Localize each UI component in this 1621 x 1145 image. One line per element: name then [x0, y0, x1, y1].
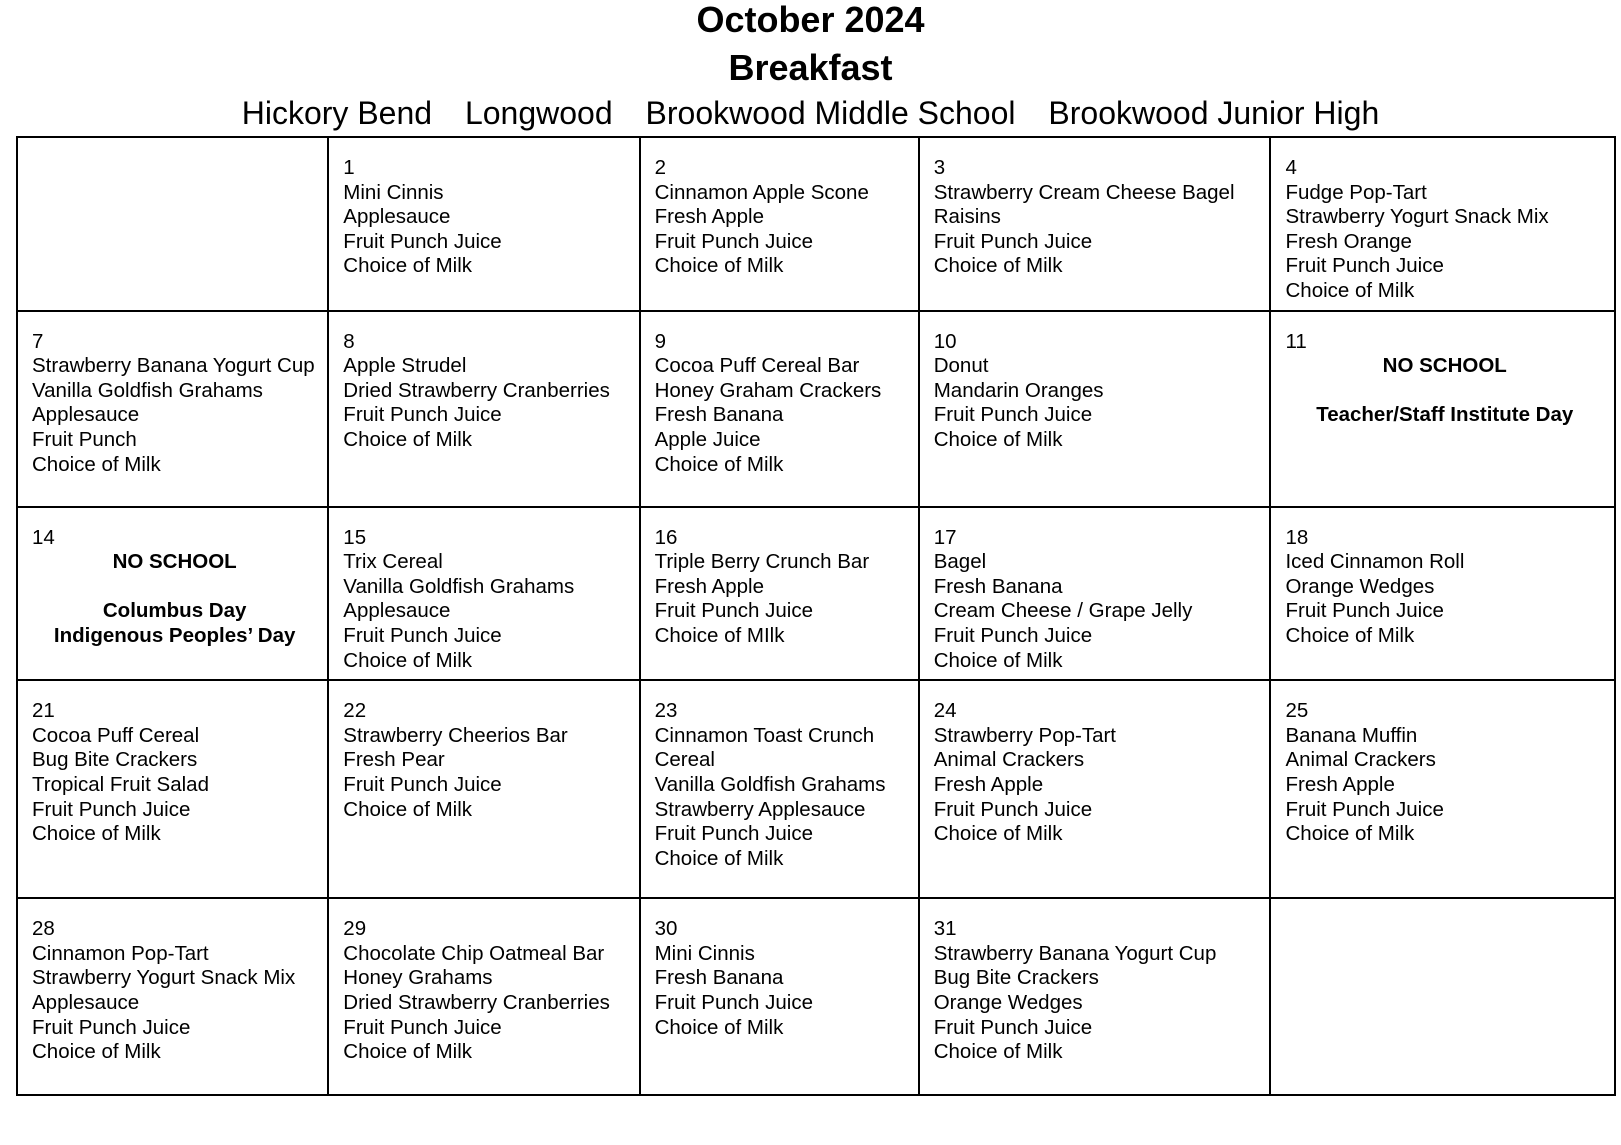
- notice-heading: NO SCHOOL: [112, 550, 237, 574]
- day-number: 4: [1285, 156, 1297, 179]
- notice-reason: Columbus Day: [102, 599, 247, 623]
- calendar-day-cell: [17, 507, 328, 681]
- menu-item: Fresh Pear: [343, 748, 445, 772]
- calendar-day-cell: [328, 507, 639, 681]
- menu-item: Fruit Punch Juice: [343, 1015, 502, 1039]
- menu-item: Strawberry Yogurt Snack Mix: [1285, 205, 1549, 229]
- calendar-empty-cell: [1270, 898, 1615, 1095]
- menu-item: Fresh Orange: [1285, 229, 1412, 253]
- menu-item: Fresh Banana: [933, 574, 1063, 598]
- menu-item: Fruit Punch Juice: [1285, 254, 1444, 278]
- menu-item: Donut: [933, 354, 989, 378]
- menu-item: Raisins: [933, 205, 1001, 229]
- day-number: 21: [32, 699, 55, 723]
- notice-reason: Indigenous Peoples’ Day: [53, 623, 296, 647]
- menu-item: Bug Bite Crackers: [933, 966, 1099, 990]
- day-number: 10: [933, 329, 957, 353]
- menu-item: Banana Muffin: [1285, 723, 1418, 747]
- menu-item: Cream Cheese / Grape Jelly: [933, 599, 1193, 623]
- day-number: 9: [654, 329, 666, 353]
- menu-item: Choice of Milk: [933, 822, 1063, 846]
- menu-item: Fruit Punch: [32, 427, 137, 451]
- calendar-day-cell: [919, 311, 1271, 507]
- menu-item: Honey Graham Crackers: [654, 378, 882, 402]
- menu-item: Dried Strawberry Cranberries: [343, 378, 610, 402]
- menu-item: Applesauce: [32, 403, 140, 427]
- menu-item: Choice of Milk: [343, 427, 473, 451]
- menu-item: Choice of Milk: [343, 648, 473, 672]
- day-number: 8: [343, 329, 355, 353]
- notice-reason: Teacher/Staff Institute Day: [1316, 403, 1574, 427]
- calendar-day-cell: [640, 680, 919, 898]
- menu-item: Fruit Punch Juice: [32, 1015, 191, 1039]
- menu-item: Choice of Milk: [32, 452, 161, 476]
- menu-item: Strawberry Banana Yogurt Cup: [32, 354, 315, 378]
- menu-item: Strawberry Banana Yogurt Cup: [933, 941, 1217, 965]
- day-number: 25: [1285, 699, 1309, 723]
- menu-item: Vanilla Goldfish Grahams: [343, 574, 575, 598]
- menu-item: Bug Bite Crackers: [32, 748, 198, 772]
- notice-spacer: [1285, 379, 1604, 404]
- school-list: [0, 91, 1621, 135]
- calendar-day-cell: [1270, 311, 1615, 507]
- day-number: 1: [343, 156, 355, 179]
- day-number: 7: [32, 329, 44, 353]
- menu-item: Choice of Milk: [654, 452, 784, 476]
- menu-item: Choice of Milk: [1285, 822, 1415, 846]
- day-number: 17: [933, 525, 957, 549]
- calendar-day-cell: [1270, 680, 1615, 898]
- menu-item: Mandarin Oranges: [933, 378, 1104, 402]
- school-name: Brookwood Middle School: [645, 95, 1016, 131]
- menu-item: Orange Wedges: [1285, 574, 1435, 598]
- menu-item: Choice of Milk: [933, 427, 1063, 451]
- calendar-day-cell: [17, 311, 328, 507]
- calendar-empty-cell: [17, 137, 328, 311]
- menu-item: Strawberry Cream Cheese Bagel: [933, 180, 1235, 204]
- menu-item: Fruit Punch Juice: [654, 990, 813, 1014]
- menu-item: Apple Juice: [654, 427, 761, 451]
- menu-item: Fruit Punch Juice: [1285, 797, 1444, 821]
- day-number: 2: [654, 156, 666, 179]
- day-number: 15: [343, 525, 367, 549]
- menu-item: Fruit Punch Juice: [343, 403, 502, 427]
- menu-item: Choice of Milk: [654, 1015, 784, 1039]
- calendar-week-row: [17, 507, 1615, 681]
- menu-item: Fresh Banana: [654, 403, 784, 427]
- menu-item: Fruit Punch Juice: [933, 229, 1093, 253]
- menu-item: Strawberry Cheerios Bar: [343, 723, 568, 747]
- day-number: 3: [933, 156, 946, 179]
- calendar-week-row: [17, 680, 1615, 898]
- menu-item: Choice of MIlk: [654, 623, 785, 647]
- menu-item: Applesauce: [32, 990, 140, 1014]
- calendar-day-cell: [919, 680, 1271, 898]
- day-number: 14: [32, 525, 55, 549]
- calendar-day-cell: [640, 898, 919, 1095]
- no-school-notice: [32, 550, 317, 648]
- menu-item: Vanilla Goldfish Grahams: [654, 772, 886, 796]
- menu-item: Choice of Milk: [654, 846, 784, 870]
- menu-item: Fruit Punch Juice: [343, 772, 502, 796]
- calendar-day-cell: [640, 507, 919, 681]
- page-subtitle: Breakfast: [728, 47, 893, 88]
- menu-item: Fruit Punch Juice: [343, 623, 502, 647]
- notice-heading: NO SCHOOL: [1382, 354, 1507, 378]
- menu-item: Fruit Punch Juice: [933, 623, 1093, 647]
- calendar-day-cell: [919, 137, 1271, 311]
- menu-item: Fresh Apple: [654, 205, 764, 229]
- menu-item: Cocoa Puff Cereal: [32, 723, 200, 747]
- menu-item: Applesauce: [343, 599, 451, 623]
- menu-item: Choice of Milk: [1285, 623, 1415, 647]
- menu-item: Choice of Milk: [933, 1040, 1063, 1064]
- menu-item: Fresh Apple: [933, 772, 1044, 796]
- calendar-day-cell: [328, 898, 639, 1095]
- menu-item: Choice of Milk: [32, 822, 161, 846]
- menu-item: Bagel: [933, 550, 987, 574]
- menu-item: Mini Cinnis: [343, 180, 444, 204]
- day-number: 30: [654, 917, 678, 941]
- menu-item: Choice of Milk: [933, 648, 1063, 672]
- menu-item: Choice of Milk: [654, 254, 784, 278]
- no-school-notice: [1285, 354, 1604, 428]
- menu-item: Fruit Punch Juice: [343, 229, 502, 253]
- menu-item: Choice of Milk: [343, 254, 473, 278]
- menu-item: Triple Berry Crunch Bar: [654, 550, 870, 574]
- menu-item: Tropical Fruit Salad: [32, 772, 209, 796]
- menu-calendar: [16, 136, 1616, 1096]
- menu-item: Orange Wedges: [933, 990, 1083, 1014]
- calendar-body: [17, 137, 1615, 1095]
- calendar-week-row: [17, 137, 1615, 311]
- menu-item: Apple Strudel: [343, 354, 467, 378]
- page-title: October 2024: [696, 0, 925, 40]
- menu-item: Applesauce: [343, 205, 451, 229]
- calendar-day-cell: [640, 311, 919, 507]
- menu-item: Fruit Punch Juice: [933, 1015, 1093, 1039]
- menu-item: Choice of Milk: [32, 1040, 161, 1064]
- school-name: Hickory Bend: [241, 95, 433, 131]
- menu-item: Fresh Apple: [654, 574, 764, 598]
- menu-item: Choice of Milk: [1285, 278, 1415, 302]
- menu-item: Fruit Punch Juice: [654, 229, 813, 253]
- menu-item: Cinnamon Toast Crunch Cereal: [654, 723, 875, 772]
- day-number: 11: [1285, 329, 1307, 353]
- calendar-day-cell: [1270, 137, 1615, 311]
- calendar-day-cell: [919, 507, 1271, 681]
- day-number: 28: [32, 917, 55, 941]
- menu-item: Chocolate Chip Oatmeal Bar: [343, 941, 605, 965]
- day-number: 23: [654, 699, 678, 723]
- day-number: 18: [1285, 525, 1309, 549]
- calendar-week-row: [17, 311, 1615, 507]
- calendar-day-cell: [328, 311, 639, 507]
- menu-item: Fruit Punch Juice: [933, 403, 1093, 427]
- day-number: 29: [343, 917, 367, 941]
- menu-item: Cinnamon Pop-Tart: [32, 941, 209, 965]
- day-number: 24: [933, 699, 957, 723]
- calendar-week-row: [17, 898, 1615, 1095]
- menu-item: Fruit Punch Juice: [933, 797, 1093, 821]
- calendar-day-cell: [1270, 507, 1615, 681]
- calendar-day-cell: [328, 680, 639, 898]
- menu-item: Animal Crackers: [933, 748, 1085, 772]
- day-number: 16: [654, 525, 678, 549]
- menu-item: Cocoa Puff Cereal Bar: [654, 354, 860, 378]
- menu-item: Choice of Milk: [933, 254, 1063, 278]
- menu-item: Animal Crackers: [1285, 748, 1436, 772]
- menu-item: Mini Cinnis: [654, 941, 755, 965]
- calendar-day-cell: [919, 898, 1271, 1095]
- menu-item: Dried Strawberry Cranberries: [343, 990, 610, 1014]
- calendar-day-cell: [640, 137, 919, 311]
- menu-item: Vanilla Goldfish Grahams: [32, 378, 263, 402]
- calendar-day-cell: [17, 680, 328, 898]
- menu-item: Fruit Punch Juice: [654, 822, 813, 846]
- school-name: Longwood: [464, 95, 613, 131]
- menu-item: Choice of Milk: [343, 1040, 473, 1064]
- menu-item: Iced Cinnamon Roll: [1285, 550, 1465, 574]
- menu-item: Trix Cereal: [343, 550, 443, 574]
- menu-item: Strawberry Pop-Tart: [933, 723, 1116, 747]
- menu-item: Fruit Punch Juice: [654, 599, 813, 623]
- menu-item: Cinnamon Apple Scone: [654, 180, 869, 204]
- menu-item: Fruit Punch Juice: [32, 797, 191, 821]
- menu-item: Strawberry Applesauce: [654, 797, 866, 821]
- notice-spacer: [32, 575, 317, 600]
- menu-item: Fruit Punch Juice: [1285, 599, 1444, 623]
- day-number: 22: [343, 699, 367, 723]
- menu-item: Honey Grahams: [343, 966, 493, 990]
- school-name: Brookwood Junior High: [1048, 95, 1380, 131]
- menu-item: Fudge Pop-Tart: [1285, 180, 1427, 204]
- menu-item: Fresh Banana: [654, 966, 784, 990]
- calendar-day-cell: [17, 898, 328, 1095]
- calendar-day-cell: [328, 137, 639, 311]
- menu-item: Fresh Apple: [1285, 772, 1395, 796]
- menu-item: Choice of Milk: [343, 797, 473, 821]
- day-number: 31: [933, 917, 957, 941]
- menu-item: Strawberry Yogurt Snack Mix: [32, 966, 296, 990]
